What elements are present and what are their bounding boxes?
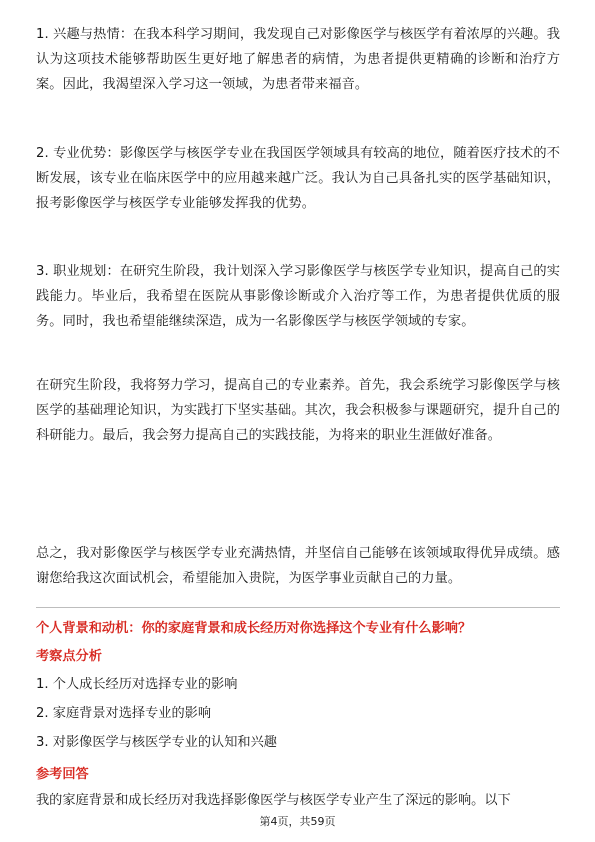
page-number: 第4页，共59页	[259, 815, 336, 828]
interview-question: 个人背景和动机：你的家庭背景和成长经历对你选择这个专业有什么影响？	[36, 621, 472, 636]
answer-text: 我的家庭背景和成长经历对我选择影像医学与核医学专业产生了深远的影响。以下	[36, 793, 511, 808]
answer-heading: 参考回答	[36, 767, 89, 782]
analysis-heading: 考察点分析	[36, 649, 102, 664]
paragraph-study-plan: 在研究生阶段，我将努力学习，提高自己的专业素养。首先，我会系统学习影像医学与核医学的基础理论知识，为实践打下坚实基础。其次，我会积极参与课题研究，提升自己的科研能力。最后，我会努力提高自己的实践技能，为将来的职业生涯做好准备。	[36, 378, 560, 443]
analysis-item: 2. 家庭背景对选择专业的影响	[36, 706, 212, 721]
paragraph-career-plan: 3. 职业规划：在研究生阶段，我计划深入学习影像医学与核医学专业知识，提高自己的实践能力。毕业后，我希望在医院从事影像诊断或介入治疗等工作，为患者提供优质的服务。同时，我也希望能继续深造，成为一名影像医学与核医学领域的专家。	[36, 264, 560, 329]
paragraph-conclusion: 总之，我对影像医学与核医学专业充满热情，并坚信自己能够在该领域取得优异成绩。感谢您给我这次面试机会，希望能加入贵院，为医学事业贡献自己的力量。	[36, 546, 560, 586]
paragraph-interest: 1. 兴趣与热情：在我本科学习期间，我发现自己对影像医学与核医学有着浓厚的兴趣。我认为这项技术能够帮助医生更好地了解患者的病情，为患者提供更精确的诊断和治疗方案。因此，我渴望深入学习这一领域，为患者带来福音。	[36, 27, 560, 92]
analysis-item: 1. 个人成长经历对选择专业的影响	[36, 677, 238, 692]
paragraph-advantage: 2. 专业优势：影像医学与核医学专业在我国医学领域具有较高的地位，随着医疗技术的不断发展，该专业在临床医学中的应用越来越广泛。我认为自己具备扎实的医学基础知识，报考影像医学与核医学专业能够发挥我的优势。	[36, 146, 560, 211]
analysis-item: 3. 对影像医学与核医学专业的认知和兴趣	[36, 735, 277, 750]
section-divider	[36, 607, 560, 608]
